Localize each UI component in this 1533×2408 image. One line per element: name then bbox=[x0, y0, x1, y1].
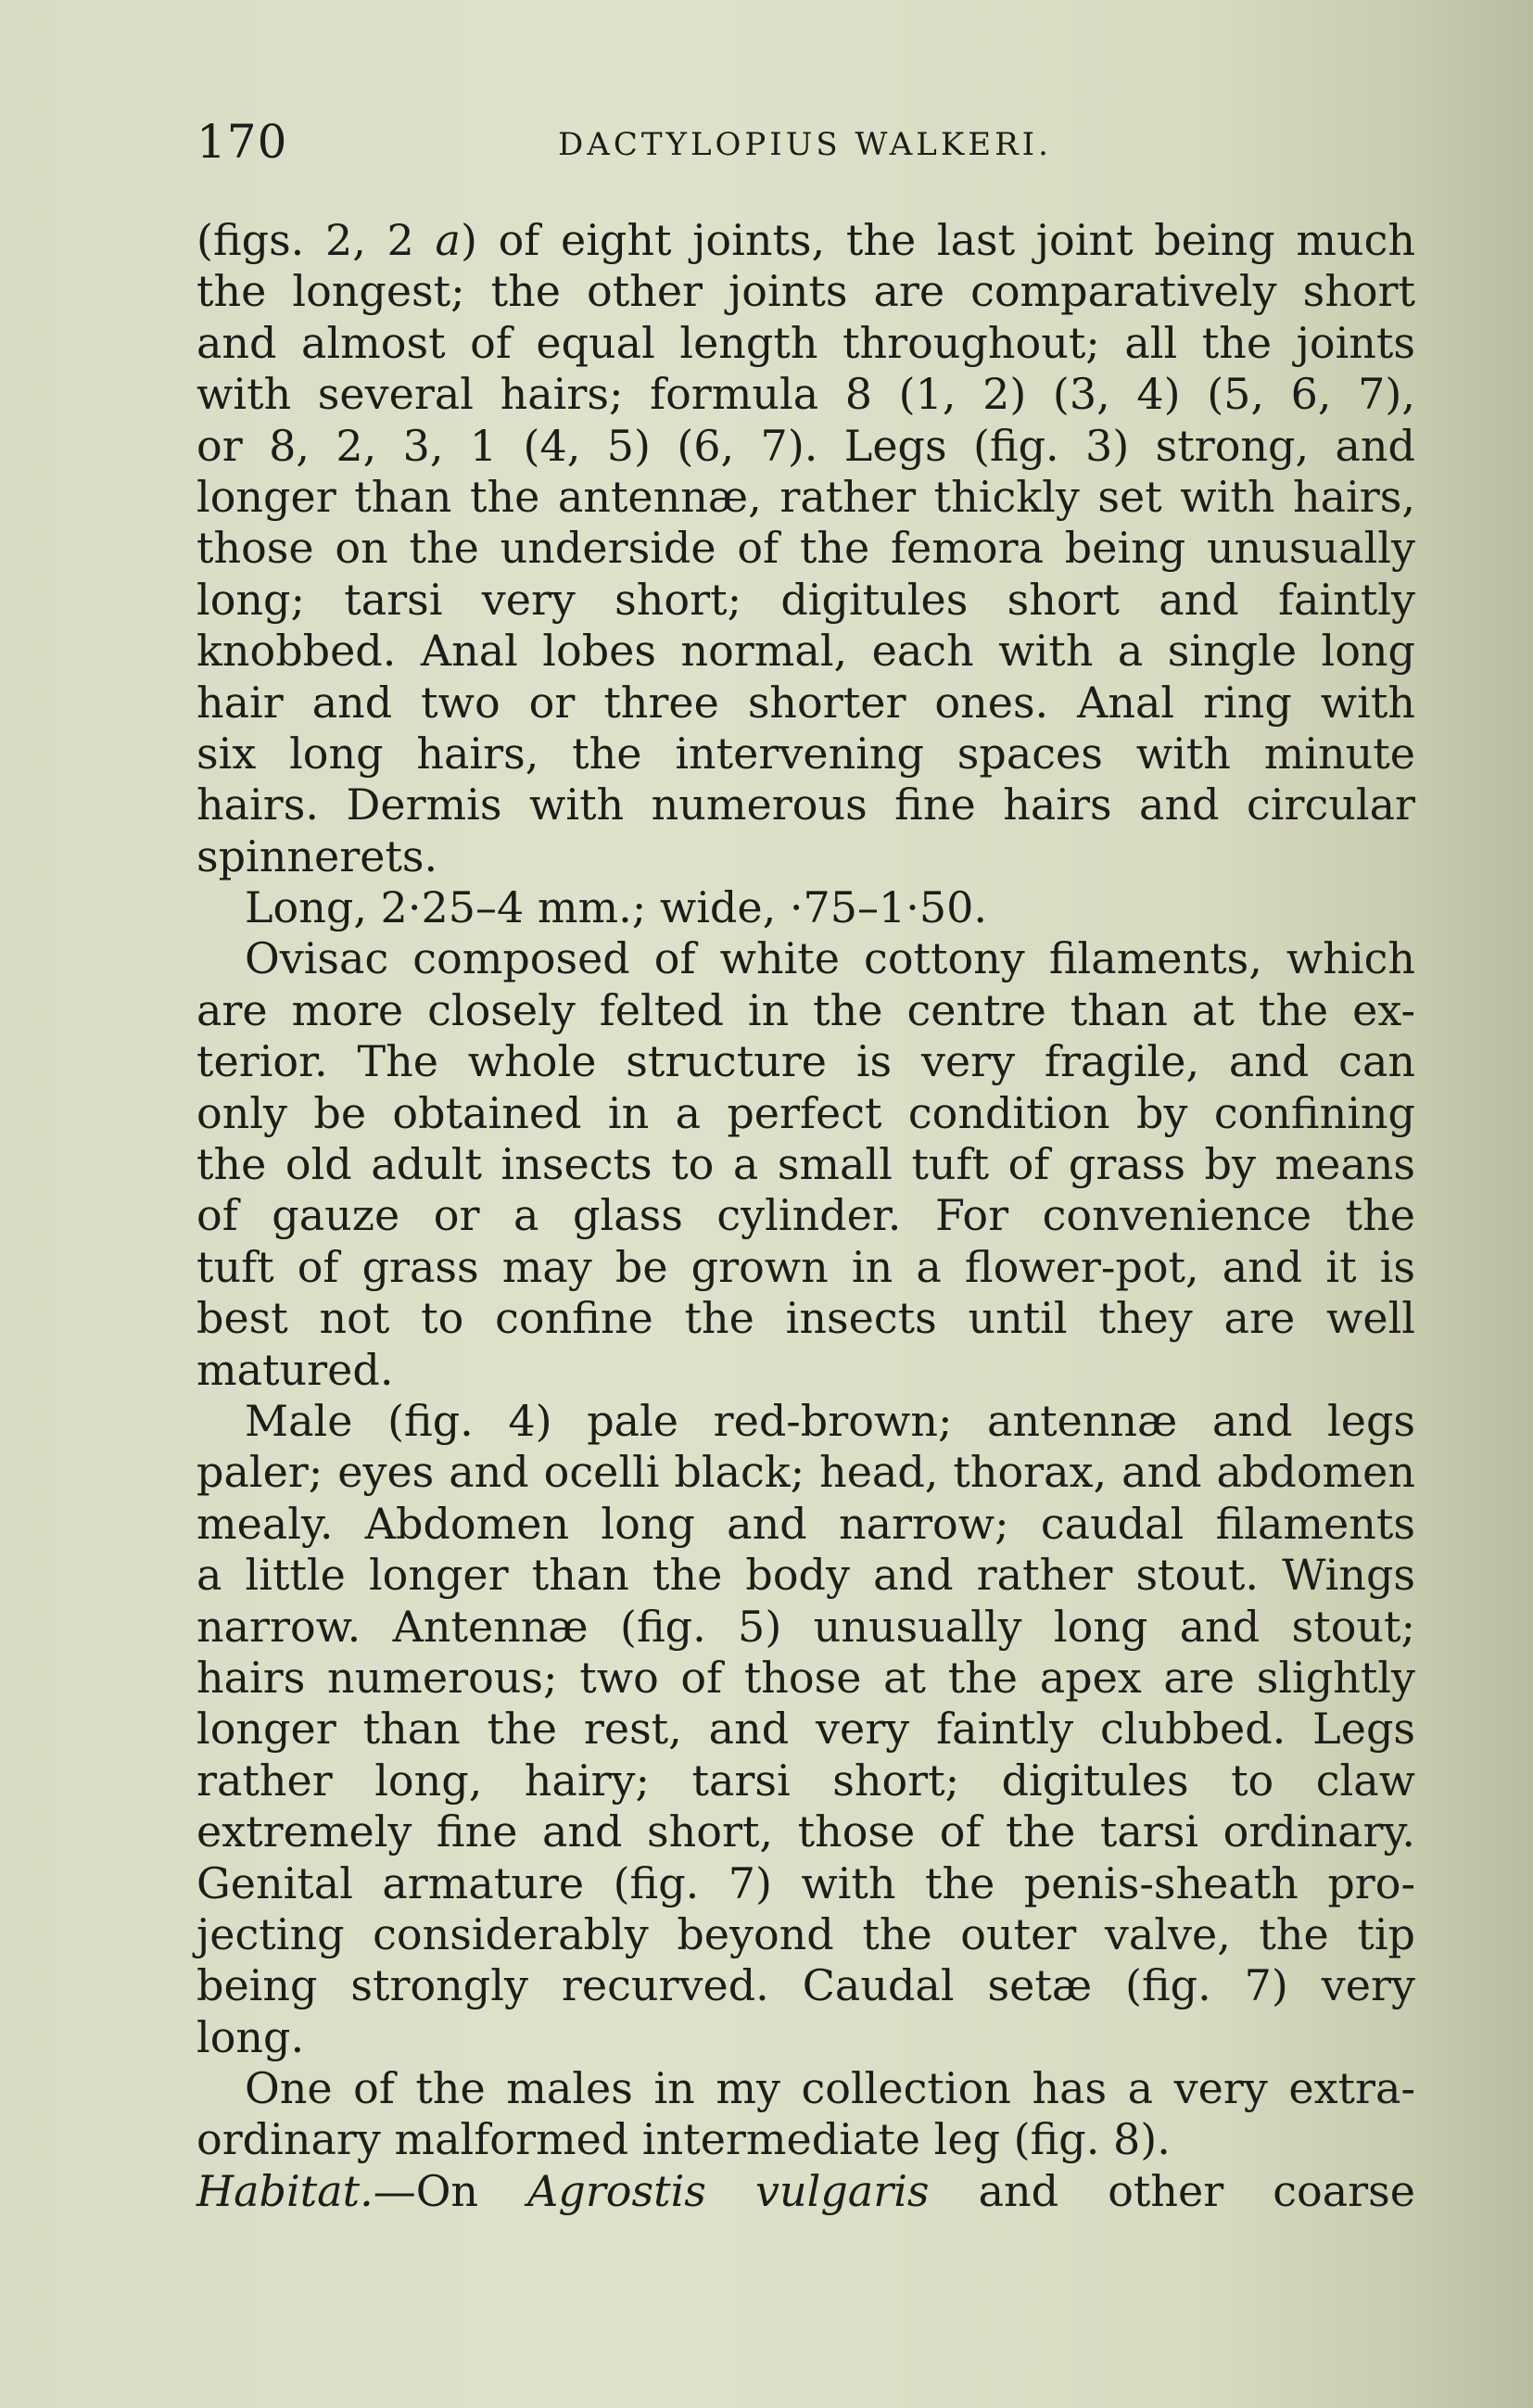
text-line: the longest; the other joints are comparatively short bbox=[196, 266, 1415, 317]
text-line: ordinary malformed intermediate leg (fig. 8). bbox=[196, 2114, 1171, 2165]
habitat-line bbox=[196, 2166, 1415, 2217]
text-line: hairs. Dermis with numerous fine hairs and circular bbox=[196, 779, 1415, 830]
text-line: Ovisac composed of white cottony filaments, which bbox=[245, 933, 1415, 984]
text-line: Genital armature (fig. 7) with the penis-sheath pro- bbox=[196, 1857, 1415, 1908]
text-line: six long hairs, the intervening spaces with minute bbox=[196, 728, 1415, 779]
body-text bbox=[196, 215, 1415, 2217]
running-head bbox=[196, 109, 1420, 174]
text-line: terior. The whole structure is very fragile, and can bbox=[196, 1036, 1415, 1087]
text-line: rather long, hairy; tarsi short; digitules to claw bbox=[196, 1755, 1415, 1806]
text-line: One of the males in my collection has a very extra- bbox=[245, 2063, 1415, 2114]
text-line: a little longer than the body and rather stout. Wings bbox=[196, 1550, 1415, 1601]
text-line: best not to confine the insects until they are well bbox=[196, 1293, 1415, 1344]
habitat-rest: and other coarse bbox=[978, 2165, 1415, 2216]
text-line: with several hairs; formula 8 (1, 2) (3, 4) (5, 6, 7), bbox=[196, 369, 1415, 420]
text-line: knobbed. Anal lobes normal, each with a single long bbox=[196, 626, 1415, 677]
text-line: jecting considerably beyond the outer valve, the tip bbox=[196, 1908, 1415, 1959]
text-line: those on the underside of the femora being unusually bbox=[196, 523, 1415, 574]
text-line: tuft of grass may be grown in a flower-pot, and it is bbox=[196, 1241, 1415, 1292]
text-line: or 8, 2, 3, 1 (4, 5) (6, 7). Legs (fig. 3) strong, and bbox=[196, 420, 1415, 471]
text-line: hairs numerous; two of those at the apex are slightly bbox=[196, 1652, 1415, 1703]
text-line: mealy. Abdomen long and narrow; caudal filaments bbox=[196, 1498, 1415, 1549]
text-line: only be obtained in a perfect condition by confining bbox=[196, 1087, 1415, 1138]
text-line: hair and two or three shorter ones. Anal ring with bbox=[196, 677, 1415, 728]
page-number: 170 bbox=[196, 115, 288, 169]
figure-letter: a bbox=[435, 215, 461, 265]
text-line: narrow. Antennæ (fig. 5) unusually long and stout; bbox=[196, 1601, 1415, 1652]
habitat-dash: —On bbox=[373, 2165, 479, 2216]
text-line: the old adult insects to a small tuft of grass by means bbox=[196, 1139, 1415, 1190]
text-line: spinnerets. bbox=[196, 830, 438, 881]
text-line: long. bbox=[196, 2011, 305, 2062]
text-line: are more closely felted in the centre than at the ex- bbox=[196, 984, 1415, 1035]
text-line: and almost of equal length throughout; all the joints bbox=[196, 317, 1415, 368]
habitat-label: Habitat. bbox=[196, 2165, 374, 2216]
text-line: (figs. 2, 2 a) of eight joints, the last joint being much bbox=[196, 215, 1416, 265]
running-title: DACTYLOPIUS WALKERI. bbox=[558, 126, 1052, 163]
text-line: extremely fine and short, those of the tarsi ordinary. bbox=[196, 1806, 1415, 1857]
text-line: longer than the antennæ, rather thickly set with hairs, bbox=[196, 471, 1415, 522]
habitat-species: Agrostis vulgaris bbox=[527, 2165, 930, 2216]
text-line: long; tarsi very short; digitules short and faintly bbox=[196, 574, 1415, 625]
text-line: Long, 2·25–4 mm.; wide, ·75–1·50. bbox=[245, 882, 988, 933]
text-line: Male (fig. 4) pale red-brown; antennæ and legs bbox=[245, 1395, 1415, 1446]
text-line: matured. bbox=[196, 1344, 394, 1395]
text-line: being strongly recurved. Caudal setæ (fig. 7) very bbox=[196, 1960, 1415, 2011]
text-line: longer than the rest, and very faintly clubbed. Legs bbox=[196, 1704, 1415, 1755]
text-line: of gauze or a glass cylinder. For convenience the bbox=[196, 1190, 1415, 1241]
text-line: paler; eyes and ocelli black; head, thorax, and abdomen bbox=[196, 1447, 1415, 1498]
